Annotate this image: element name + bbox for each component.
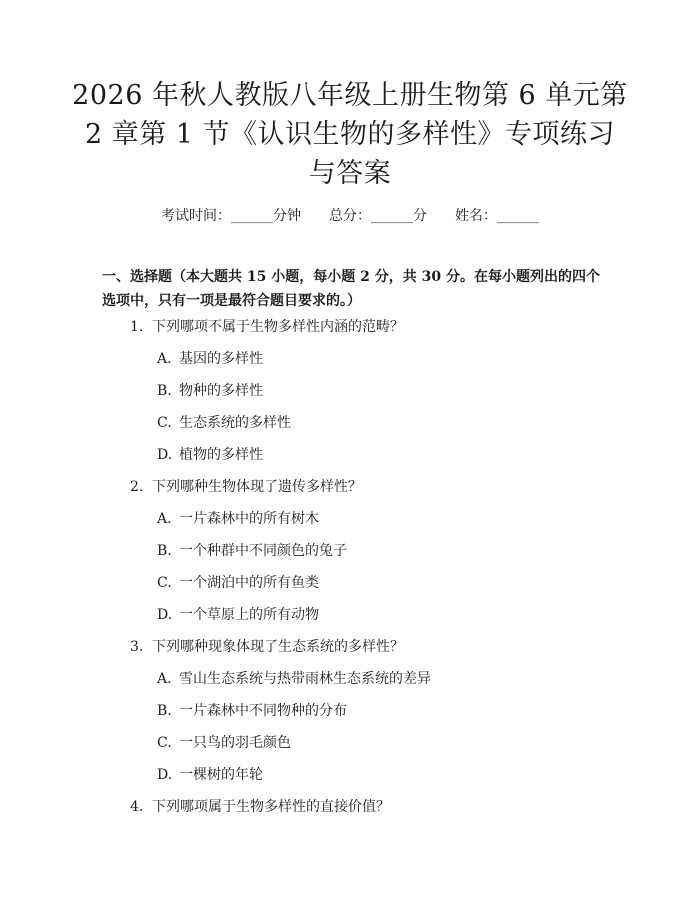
option-text: 一片森林中的所有树木 [179,511,319,527]
question-1-option-d [157,446,263,464]
question-3-option-c [157,734,291,752]
question-2-option-a [157,510,319,528]
question-number: 4. [130,799,144,815]
option-letter: C. [157,735,172,751]
option-letter: D. [157,447,173,463]
option-letter: A. [157,351,172,367]
question-4 [130,798,390,816]
option-letter: A. [157,511,172,527]
option-text: 一个草原上的所有动物 [179,607,319,623]
question-1-option-b [157,382,263,400]
total-score-field: 总分：______分 [329,208,427,224]
option-text: 一只鸟的羽毛颜色 [179,735,291,751]
option-letter: C. [157,575,172,591]
question-1-option-c [157,414,291,432]
option-letter: B. [157,703,172,719]
document-title [70,76,630,193]
title-line-2: 2 章第 1 节《认识生物的多样性》专项练习 [84,119,616,150]
option-text: 一个湖泊中的所有鱼类 [179,575,319,591]
exam-time-field: 考试时间：______分钟 [161,208,301,224]
question-number: 3. [130,639,144,655]
question-2-option-d [157,606,319,624]
question-number: 2. [130,479,144,495]
option-letter: D. [157,767,173,783]
question-text: 下列哪项属于生物多样性的直接价值？ [152,799,390,815]
question-text: 下列哪种生物体现了遗传多样性？ [152,479,362,495]
option-letter: D. [157,607,173,623]
section-heading: 一、选择题（本大题共 15 小题，每小题 2 分，共 30 分。在每小题列出的四个选项中，只有一项是最符合题目要求的。） [102,269,600,309]
option-letter: B. [157,383,172,399]
option-text: 植物的多样性 [179,447,263,463]
question-3-option-d [157,766,263,784]
option-text: 物种的多样性 [179,383,263,399]
question-2-option-b [157,542,347,560]
option-letter: C. [157,415,172,431]
option-text: 雪山生态系统与热带雨林生态系统的差异 [179,671,431,687]
option-text: 基因的多样性 [179,351,263,367]
option-text: 生态系统的多样性 [179,415,291,431]
option-text: 一个种群中不同颜色的兔子 [179,543,347,559]
question-3 [130,638,404,656]
exam-info-line [0,207,700,225]
option-letter: B. [157,543,172,559]
question-3-option-a [157,670,431,688]
question-2-option-c [157,574,319,592]
question-1 [130,318,404,336]
question-3-option-b [157,702,347,720]
title-line-1: 2026 年秋人教版八年级上册生物第 6 单元第 [72,80,628,111]
option-text: 一棵树的年轮 [179,767,263,783]
question-text: 下列哪种现象体现了生态系统的多样性？ [152,639,404,655]
option-text: 一片森林中不同物种的分布 [179,703,347,719]
student-name-field: 姓名：______ [455,208,539,224]
question-text: 下列哪项不属于生物多样性内涵的范畴？ [152,319,404,335]
title-line-3: 与答案 [308,158,392,189]
option-letter: A. [157,671,172,687]
question-number: 1. [130,319,144,335]
question-2 [130,478,362,496]
question-1-option-a [157,350,263,368]
